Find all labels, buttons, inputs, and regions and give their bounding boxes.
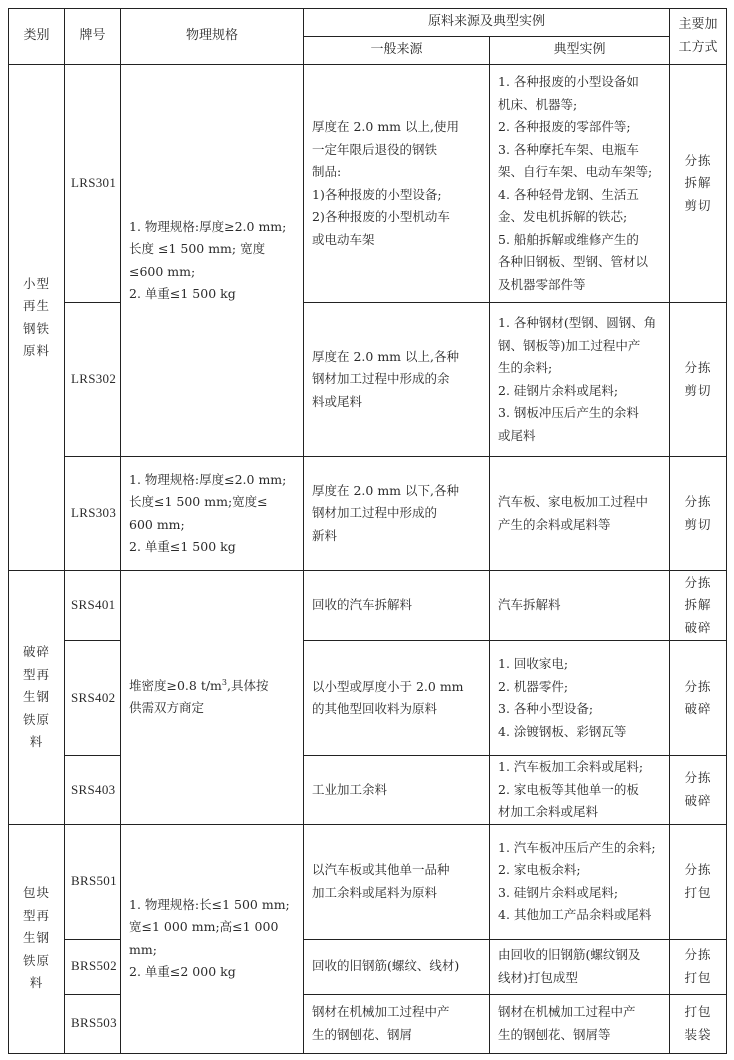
table-row <box>9 994 727 1053</box>
source-cell: 以汽车板或其他单一品种 加工余料或尾料为原料 <box>304 824 490 939</box>
header-processing-line: 工方式 <box>678 39 718 55</box>
table-row <box>9 641 727 756</box>
table-row <box>9 303 727 457</box>
process-cell: 分拣 破碎 <box>670 641 727 756</box>
category-cell-shredded: 破碎 型再 生钢 铁原 料 <box>9 571 65 825</box>
recycled-steel-classification-table <box>8 8 727 1054</box>
example-cell: 1. 汽车板冲压后产生的余料; 2. 家电板余料; 3. 硅钢片余料或尾料; 4. 其他加工产品余料或尾料 <box>490 824 670 939</box>
source-cell: 钢材在机械加工过程中产 生的钢刨花、钢屑 <box>304 994 490 1053</box>
header-category: 类别 <box>9 9 65 65</box>
source-cell: 以小型或厚度小于 2.0 mm 的其他型回收料为原料 <box>304 641 490 756</box>
example-cell: 1. 各种钢材(型钢、圆钢、角 钢、钢板等)加工过程中产 生的余料; 2. 硅钢片余料或尾料; 3. 钢板冲压后产生的余料 或尾料 <box>490 303 670 457</box>
spec-cell: 1. 物理规格:厚度≤2.0 mm; 长度≤1 500 mm;宽度≤ 600 mm; 2. 单重≤1 500 kg <box>121 457 304 571</box>
example-cell: 1. 回收家电; 2. 机器零件; 3. 各种小型设备; 4. 涂镀钢板、彩钢瓦等 <box>490 641 670 756</box>
grade-cell: LRS302 <box>65 303 121 457</box>
source-cell: 厚度在 2.0 mm 以下,各种 钢材加工过程中形成的 新料 <box>304 457 490 571</box>
table-row <box>9 65 727 303</box>
example-cell: 汽车拆解料 <box>490 571 670 641</box>
grade-cell: LRS303 <box>65 457 121 571</box>
process-cell: 分拣 破碎 <box>670 756 727 825</box>
source-cell: 回收的旧钢筋(螺纹、线材) <box>304 939 490 994</box>
header-processing <box>670 9 727 65</box>
process-cell: 分拣 拆解 破碎 <box>670 571 727 641</box>
header-grade: 牌号 <box>65 9 121 65</box>
grade-cell: SRS401 <box>65 571 121 641</box>
example-cell: 1. 各种报废的小型设备如 机床、机器等; 2. 各种报废的零部件等; 3. 各种摩托车架、电瓶车 架、自行车架、电动车架等; 4. 各种轻骨龙钢、生活五 金、发电机拆解的铁芯; 5. 船舶拆解或维修产生的 各种旧钢板、型钢、管材以 及机器零部件等 <box>490 65 670 303</box>
example-cell: 钢材在机械加工过程中产 生的钢刨花、钢屑等 <box>490 994 670 1053</box>
header-typical-example: 典型实例 <box>490 37 670 65</box>
grade-cell: BRS501 <box>65 824 121 939</box>
table-row <box>9 756 727 825</box>
source-cell: 工业加工余料 <box>304 756 490 825</box>
table-row <box>9 571 727 641</box>
table-row <box>9 939 727 994</box>
header-processing-line: 主要加 <box>678 17 718 32</box>
header-physical-spec: 物理规格 <box>121 9 304 65</box>
category-cell-small: 小型 再生 钢铁 原料 <box>9 65 65 571</box>
process-cell: 分拣 打包 <box>670 824 727 939</box>
category-cell-baled: 包块 型再 生钢 铁原 料 <box>9 824 65 1053</box>
spec-cell: 1. 物理规格:厚度≥2.0 mm; 长度 ≤1 500 mm; 宽度 ≤600 mm; 2. 单重≤1 500 kg <box>121 65 304 457</box>
table-row <box>9 457 727 571</box>
process-cell: 分拣 拆解 剪切 <box>670 65 727 303</box>
source-cell: 回收的汽车拆解料 <box>304 571 490 641</box>
example-cell: 1. 汽车板加工余料或尾料; 2. 家电板等其他单一的板 材加工余料或尾料 <box>490 756 670 825</box>
header-general-source: 一般来源 <box>304 37 490 65</box>
table-row <box>9 824 727 939</box>
spec-cell: 堆密度≥0.8 $t/m^3$,具体按 供需双方商定 <box>121 571 304 825</box>
spec-cell: 1. 物理规格:长≤1 500 mm; 宽≤1 000 mm;高≤1 000 mm; 2. 单重≤2 000 kg <box>121 824 304 1053</box>
process-cell: 分拣 打包 <box>670 939 727 994</box>
process-cell: 打包 装袋 <box>670 994 727 1053</box>
grade-cell: BRS503 <box>65 994 121 1053</box>
header-source-group: 原料来源及典型实例 <box>304 9 670 37</box>
source-cell: 厚度在 2.0 mm 以上,使用 一定年限后退役的钢铁 制品: 1)各种报废的小型设备; 2)各种报废的小型机动车 或电动车架 <box>304 65 490 303</box>
process-cell: 分拣 剪切 <box>670 303 727 457</box>
source-cell: 厚度在 2.0 mm 以上,各种 钢材加工过程中形成的余 料或尾料 <box>304 303 490 457</box>
process-cell: 分拣 剪切 <box>670 457 727 571</box>
grade-cell: SRS403 <box>65 756 121 825</box>
grade-cell: LRS301 <box>65 65 121 303</box>
grade-cell: SRS402 <box>65 641 121 756</box>
grade-cell: BRS502 <box>65 939 121 994</box>
example-cell: 汽车板、家电板加工过程中 产生的余料或尾料等 <box>490 457 670 571</box>
example-cell: 由回收的旧钢筋(螺纹钢及 线材)打包成型 <box>490 939 670 994</box>
